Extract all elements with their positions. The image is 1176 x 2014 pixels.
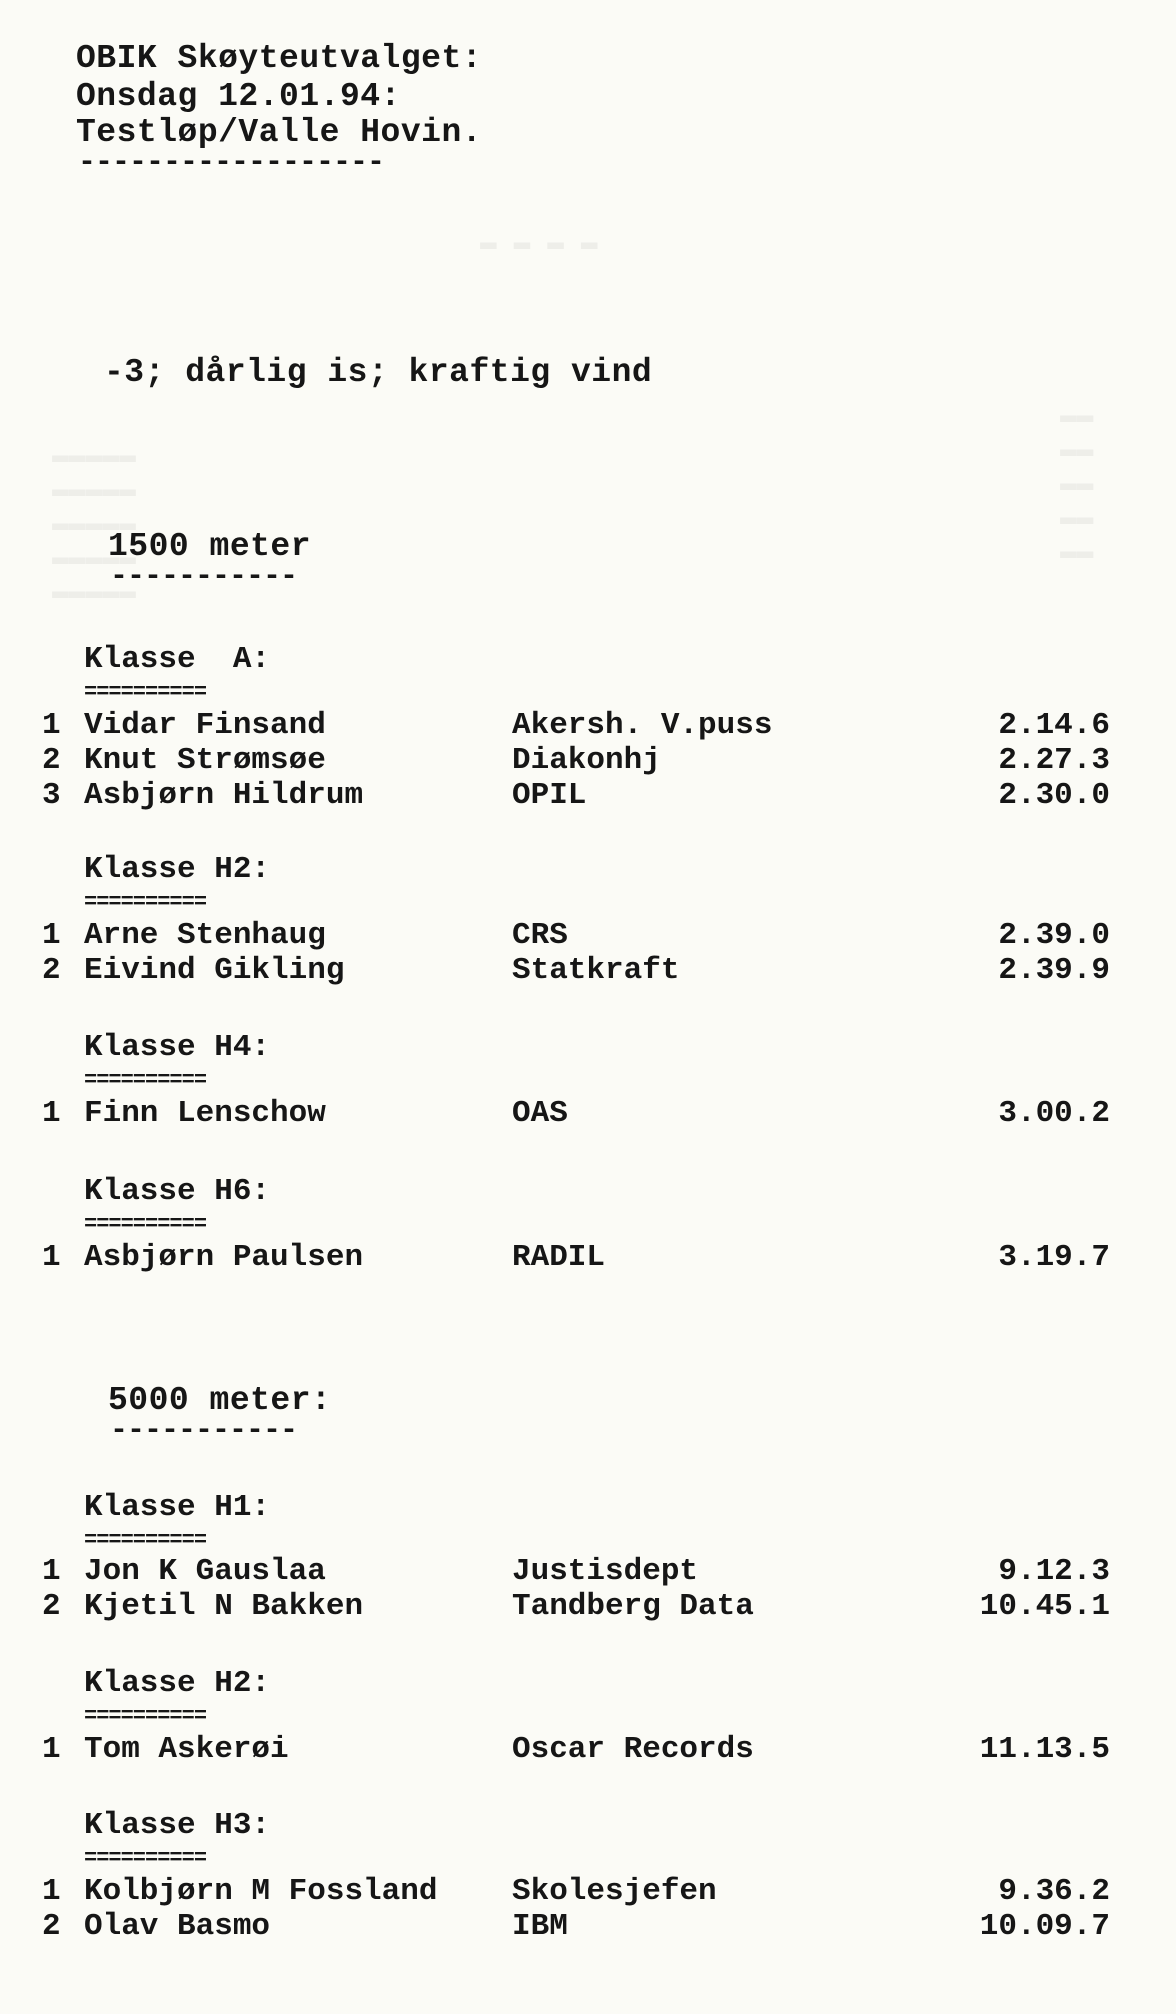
result-rank: 3 xyxy=(42,778,61,813)
result-club: RADIL xyxy=(512,1240,606,1275)
result-rank: 1 xyxy=(42,1240,61,1275)
result-time: 3.00.2 xyxy=(998,1096,1110,1131)
section-title: 1500 meter xyxy=(108,528,312,565)
result-time: 2.14.6 xyxy=(998,708,1110,743)
result-club: Akersh. V.puss xyxy=(512,708,773,743)
result-club: Oscar Records xyxy=(512,1732,754,1767)
result-rank: 1 xyxy=(42,1732,61,1767)
result-rank: 2 xyxy=(42,953,61,988)
class-label: Klasse H6: xyxy=(84,1174,271,1209)
result-row xyxy=(0,1911,1176,1949)
result-name: Jon K Gauslaa xyxy=(84,1554,326,1589)
result-club: Justisdept xyxy=(512,1554,699,1589)
result-row xyxy=(0,1098,1176,1136)
result-name: Tom Askerøi xyxy=(84,1732,289,1767)
result-time: 9.36.2 xyxy=(998,1874,1110,1909)
class-label: Klasse A: xyxy=(84,642,271,677)
result-rank: 1 xyxy=(42,708,61,743)
result-name: Kjetil N Bakken xyxy=(84,1589,364,1624)
class-rule: ========== xyxy=(84,1068,207,1093)
show-through-mark: ▬ ▬ ▬ ▬ xyxy=(480,228,598,259)
result-rank: 1 xyxy=(42,1554,61,1589)
result-name: Vidar Finsand xyxy=(84,708,326,743)
header-date: Onsdag 12.01.94: xyxy=(76,78,401,115)
class-label: Klasse H2: xyxy=(84,852,271,887)
header-location: Testløp/Valle Hovin. xyxy=(76,114,483,151)
result-rank: 1 xyxy=(42,1096,61,1131)
result-name: Asbjørn Paulsen xyxy=(84,1240,364,1275)
result-club: Skolesjefen xyxy=(512,1874,717,1909)
class-label: Klasse H1: xyxy=(84,1490,271,1525)
show-through-mark: ▬▬▬▬▬ ▬▬▬▬▬ ▬▬▬▬▬ ▬▬▬▬▬ ▬▬▬▬▬ xyxy=(52,441,137,608)
section-underline: ----------- xyxy=(110,1414,298,1448)
result-time: 2.39.9 xyxy=(998,953,1110,988)
result-club: CRS xyxy=(512,918,568,953)
class-rule: ========== xyxy=(84,890,207,915)
result-name: Olav Basmo xyxy=(84,1909,271,1944)
header-title: OBIK Skøyteutvalget: xyxy=(76,40,483,77)
result-row xyxy=(0,1242,1176,1280)
result-name: Asbjørn Hildrum xyxy=(84,778,364,813)
result-rank: 2 xyxy=(42,743,61,778)
result-row xyxy=(0,1591,1176,1629)
class-rule: ========== xyxy=(84,680,207,705)
result-club: Diakonhj xyxy=(512,743,661,778)
result-time: 2.30.0 xyxy=(998,778,1110,813)
show-through-mark: ▬▬ ▬▬ ▬▬ ▬▬ ▬▬ xyxy=(1060,401,1094,568)
result-time: 2.39.0 xyxy=(998,918,1110,953)
result-time: 11.13.5 xyxy=(979,1732,1110,1767)
result-time: 10.09.7 xyxy=(979,1909,1110,1944)
result-rank: 2 xyxy=(42,1589,61,1624)
result-club: OPIL xyxy=(512,778,587,813)
result-row xyxy=(0,955,1176,993)
conditions-note: -3; dårlig is; kraftig vind xyxy=(104,354,653,391)
class-rule: ========== xyxy=(84,1846,207,1871)
result-time: 2.27.3 xyxy=(998,743,1110,778)
section-title: 5000 meter: xyxy=(108,1382,332,1419)
section-underline: ----------- xyxy=(110,560,298,594)
result-name: Finn Lenschow xyxy=(84,1096,326,1131)
class-rule: ========== xyxy=(84,1704,207,1729)
result-name: Kolbjørn M Fossland xyxy=(84,1874,438,1909)
result-name: Arne Stenhaug xyxy=(84,918,326,953)
result-club: Tandberg Data xyxy=(512,1589,754,1624)
result-name: Eivind Gikling xyxy=(84,953,345,988)
class-label: Klasse H4: xyxy=(84,1030,271,1065)
result-row xyxy=(0,780,1176,818)
result-rank: 2 xyxy=(42,1909,61,1944)
class-label: Klasse H3: xyxy=(84,1808,271,1843)
result-club: Statkraft xyxy=(512,953,680,988)
result-club: IBM xyxy=(512,1909,568,1944)
result-rank: 1 xyxy=(42,918,61,953)
header-underline: ------------------ xyxy=(78,146,385,180)
result-club: OAS xyxy=(512,1096,568,1131)
result-name: Knut Strømsøe xyxy=(84,743,326,778)
result-time: 10.45.1 xyxy=(979,1589,1110,1624)
class-label: Klasse H2: xyxy=(84,1666,271,1701)
result-time: 3.19.7 xyxy=(998,1240,1110,1275)
class-rule: ========== xyxy=(84,1212,207,1237)
result-rank: 1 xyxy=(42,1874,61,1909)
class-rule: ========== xyxy=(84,1528,207,1553)
result-time: 9.12.3 xyxy=(998,1554,1110,1589)
result-row xyxy=(0,1734,1176,1772)
